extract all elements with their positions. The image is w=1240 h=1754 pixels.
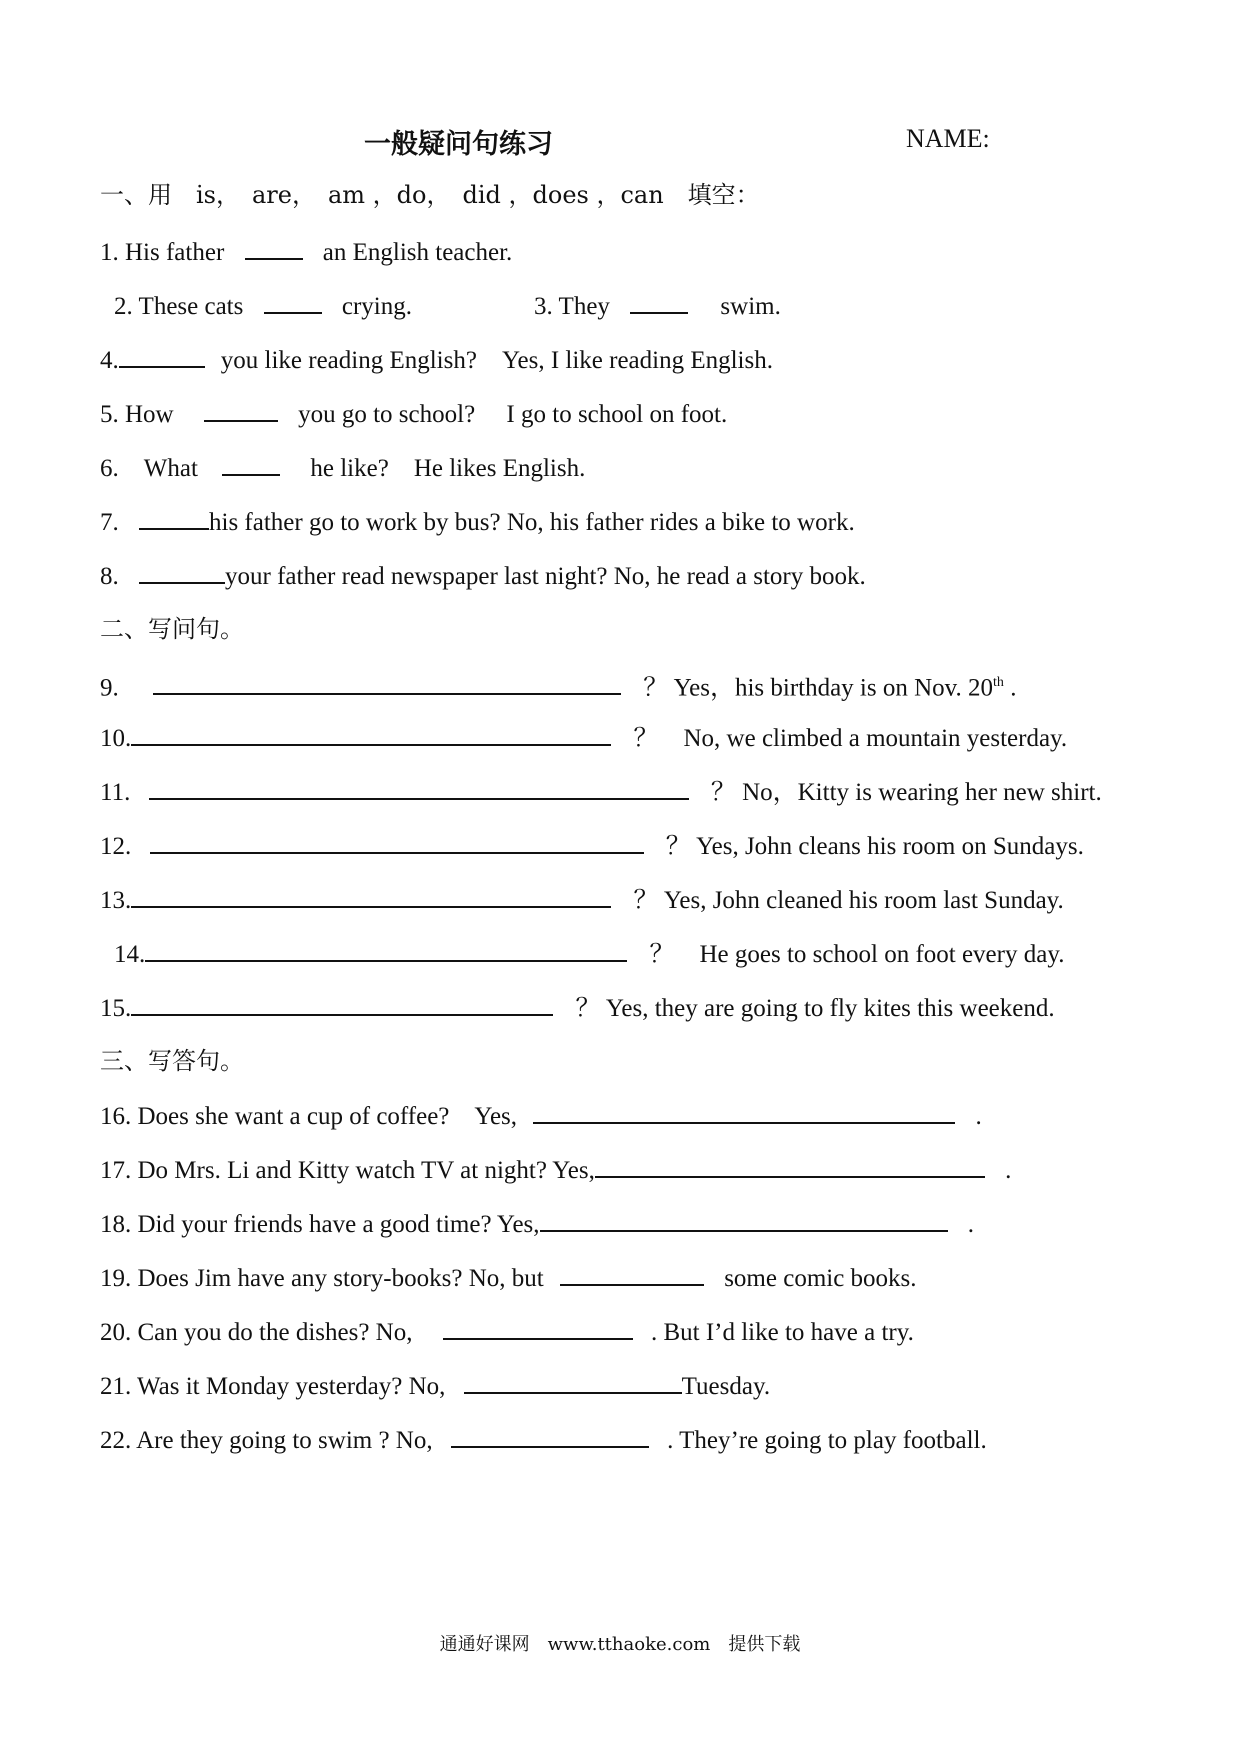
answer-line-11[interactable] — [149, 776, 689, 800]
question-18 — [100, 1208, 974, 1240]
answer-line-20[interactable] — [443, 1316, 633, 1340]
question-11-answer: ？ No，Kitty is wearing her new shirt. — [710, 779, 1102, 806]
question-22-text: 22. Are they going to swim ? No, — [100, 1427, 433, 1454]
question-19-after: some comic books. — [724, 1265, 917, 1292]
question-8-after: your father read newspaper last night? No, he read a story book. — [225, 563, 866, 590]
answer-line-18[interactable] — [540, 1208, 948, 1232]
question-21-after: Tuesday. — [681, 1373, 771, 1400]
page-title: 一般疑问句练习 — [364, 129, 553, 160]
answer-line-17[interactable] — [595, 1154, 985, 1178]
section1-heading: 一、用 is， are， am ，do， did ，does ，can 填空： — [100, 181, 760, 209]
answer-line-22[interactable] — [451, 1424, 649, 1448]
answer-line-13[interactable] — [131, 884, 611, 908]
question-13-num: 13. — [100, 887, 132, 914]
question-4-text: 4. — [100, 347, 119, 374]
question-14-answer: ？ He goes to school on foot every day. — [649, 941, 1065, 968]
question-9-sup: th — [993, 675, 1004, 690]
answer-line-16[interactable] — [533, 1100, 955, 1124]
question-16-after: . — [975, 1103, 982, 1130]
question-3-text: 3. They — [534, 293, 610, 320]
answer-blank-3[interactable] — [630, 290, 688, 314]
question-11-num: 11. — [100, 779, 131, 806]
answer-line-21[interactable] — [464, 1370, 682, 1394]
question-14-num: 14. — [114, 941, 146, 968]
question-13 — [100, 884, 1064, 916]
answer-line-10[interactable] — [131, 722, 611, 746]
question-1-text: 1. His father — [100, 239, 225, 266]
answer-line-15[interactable] — [131, 992, 553, 1016]
question-18-after: . — [967, 1211, 975, 1238]
question-2-text: 2. These cats — [114, 293, 244, 320]
question-10-num: 10. — [100, 725, 132, 752]
question-1 — [100, 236, 512, 268]
question-4 — [100, 344, 773, 376]
answer-blank-1[interactable] — [245, 236, 303, 260]
answer-line-9[interactable] — [153, 671, 621, 695]
question-13-answer: ？ Yes, John cleaned his room last Sunday. — [633, 887, 1064, 914]
question-4-after: you like reading English? Yes, I like reading English. — [220, 347, 773, 374]
question-21-text: 21. Was it Monday yesterday? No, — [100, 1373, 446, 1400]
question-9-end: . — [1003, 674, 1017, 702]
question-22 — [100, 1424, 987, 1456]
question-8 — [100, 560, 866, 592]
question-7-text: 7. — [100, 509, 119, 536]
question-9-answer: ？ Yes，his birthday is on Nov. 20 — [643, 674, 994, 702]
answer-blank-7[interactable] — [139, 506, 209, 530]
question-11 — [100, 776, 1102, 808]
answer-blank-8[interactable] — [139, 560, 225, 584]
question-7 — [100, 506, 855, 538]
question-6-after: he like? He likes English. — [310, 455, 586, 482]
question-5-text: 5. How — [100, 401, 174, 428]
question-15 — [100, 992, 1055, 1024]
question-12-answer: ？ Yes, John cleans his room on Sundays. — [665, 833, 1084, 860]
question-5-after: you go to school? I go to school on foot. — [298, 401, 728, 428]
question-9-num: 9. — [100, 674, 119, 702]
footer-credit: 通通好课网 www.tthaoke.com 提供下载 — [439, 1634, 801, 1655]
answer-blank-2[interactable] — [264, 290, 322, 314]
question-22-after: . They’re going to play football. — [667, 1427, 987, 1454]
question-17 — [100, 1154, 1011, 1186]
answer-blank-5[interactable] — [204, 398, 278, 422]
question-19 — [100, 1262, 917, 1294]
question-12 — [100, 830, 1084, 862]
question-10 — [100, 722, 1067, 754]
name-label: NAME: — [906, 124, 990, 153]
section3-heading: 三、写答句。 — [100, 1047, 244, 1075]
question-2 — [114, 290, 412, 322]
question-2-after: crying. — [341, 293, 412, 320]
question-6 — [100, 452, 585, 484]
question-17-after: . — [1005, 1157, 1012, 1184]
question-20-text: 20. Can you do the dishes? No, — [100, 1319, 413, 1346]
answer-line-12[interactable] — [150, 830, 644, 854]
question-12-num: 12. — [100, 833, 132, 860]
answer-blank-6[interactable] — [222, 452, 280, 476]
answer-line-14[interactable] — [145, 938, 627, 962]
question-19-text: 19. Does Jim have any story-books? No, but — [100, 1265, 544, 1292]
question-1-after: an English teacher. — [322, 239, 513, 266]
question-6-text: 6. What — [100, 455, 198, 482]
question-3 — [534, 290, 781, 322]
answer-blank-4[interactable] — [119, 344, 205, 368]
section2-heading: 二、写问句。 — [100, 615, 244, 643]
question-15-num: 15. — [100, 995, 132, 1022]
question-5 — [100, 398, 727, 430]
question-9 — [100, 668, 1016, 703]
question-14 — [114, 938, 1064, 970]
question-20-after: . But I’d like to have a try. — [650, 1319, 914, 1346]
question-7-after: his father go to work by bus? No, his father rides a bike to work. — [209, 509, 855, 536]
question-16 — [100, 1100, 982, 1132]
question-15-answer: ？ Yes, they are going to fly kites this weekend. — [575, 995, 1055, 1022]
question-18-text: 18. Did your friends have a good time? Yes, — [100, 1211, 540, 1238]
question-21 — [100, 1370, 770, 1402]
question-16-text: 16. Does she want a cup of coffee? Yes, — [100, 1103, 518, 1130]
question-10-answer: ？ No, we climbed a mountain yesterday. — [633, 725, 1068, 752]
question-3-after: swim. — [720, 293, 781, 320]
question-17-text: 17. Do Mrs. Li and Kitty watch TV at night? Yes, — [100, 1157, 595, 1184]
question-20 — [100, 1316, 914, 1348]
answer-line-19[interactable] — [560, 1262, 704, 1286]
question-8-text: 8. — [100, 563, 119, 590]
